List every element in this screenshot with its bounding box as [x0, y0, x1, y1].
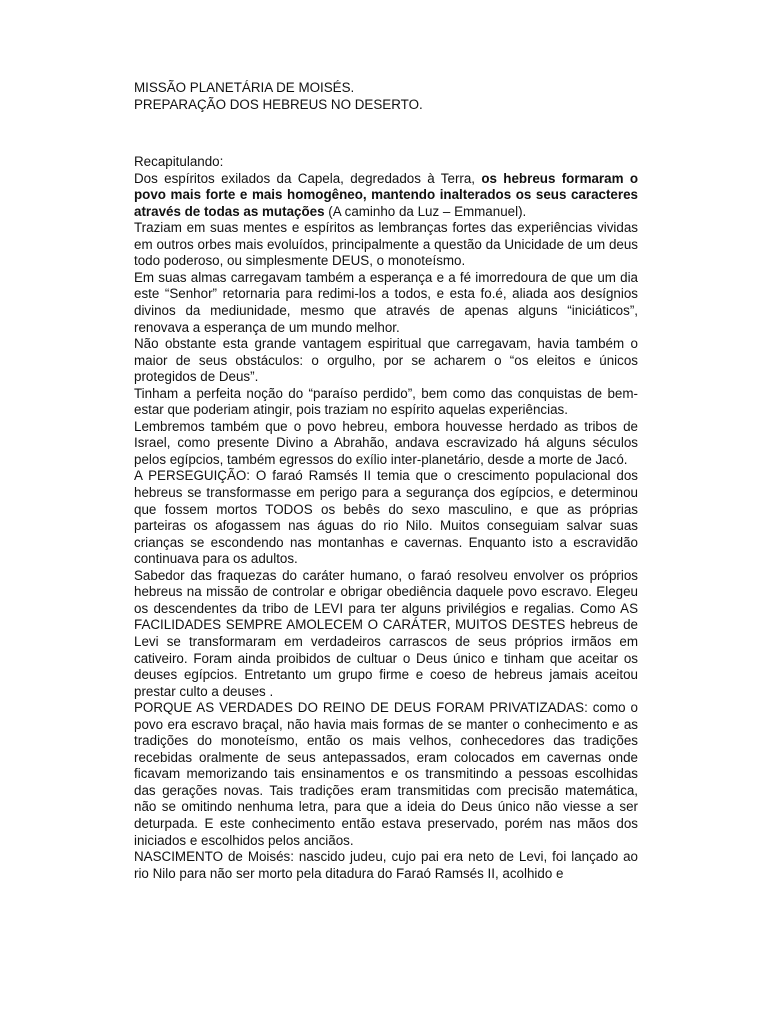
recap-label: Recapitulando:: [134, 154, 224, 170]
paragraph-slavery: Lembremos também que o povo hebreu, embora houvesse herdado as tribos de Israel, como presente Divino a Abrahão, andava escravizado há alguns séculos pelos egípcios, também egressos do exílio inter-planetário, desde a morte de Jacó.: [134, 418, 638, 467]
paragraph-lost-paradise: Tinham a perfeita noção do “paraíso perdido”, bem como das conquistas de bem-estar que poderiam atingir, pois traziam no espírito aquelas experiências.: [134, 385, 638, 418]
paragraph-birth-of-moses: NASCIMENTO de Moisés: nascido judeu, cujo pai era neto de Levi, foi lançado ao rio Nilo para não ser morto pela ditadura do Faraó Ramsés II, acolhido e: [134, 849, 638, 881]
paragraph-1-text-a: Dos espíritos exilados da Capela, degredados à Terra,: [134, 170, 482, 186]
paragraph-1-text-b: (A caminho da Luz – Emmanuel).: [324, 203, 527, 219]
paragraph-1-bold-text: os hebreus formaram o povo mais forte e mais homogêneo, mantendo inalterados os seus caracteres através de todas as mutações: [134, 170, 638, 219]
paragraph-persecution: A PERSEGUIÇÃO: O faraó Ramsés II temia que o crescimento populacional dos hebreus se transformasse em perigo para a segurança dos egípcios, e determinou que fossem mortos TODOS os bebês do sexo masculino, e que as próprias parteiras os afogassem nas águas do rio Nilo. Muitos conseguiam salvar suas crianças se escondendo nas montanhas e cavernas. Enquanto isto a escravidão continuava para os adultos.: [134, 468, 638, 567]
paragraph-exiled-spirits: [134, 171, 638, 221]
document-title-line-1: MISSÃO PLANETÁRIA DE MOISÉS.: [134, 80, 355, 95]
paragraph-hope: Em suas almas carregavam também a esperança e a fé imorredoura de que um dia este “Senhor” retornaria para redimi-los a todos, e esta fo.é, aliada aos desígnios divinos da mediunidade, mesmo que através de apenas alguns “iniciáticos”, renovava a esperança de um mundo melhor.: [134, 269, 638, 335]
paragraph-levi-tribe: Sabedor das fraquezas do caráter humano, o faraó resolveu envolver os próprios hebreus na missão de controlar e obrigar obediência daquele povo escravo. Elegeu os descendentes da tribo de LEVI para ter alguns privilégios e regalias. Como AS FACILIDADES SEMPRE AMOLECEM O CARÁTER, MUITOS DESTES hebreus de Levi se transformaram em verdadeiros carrascos de seus próprios irmãos em cativeiro. Foram ainda proibidos de cultuar o Deus único e tinham que aceitar os deuses egípcios. Entretanto um grupo firme e coeso de hebreus jamais aceitou prestar culto a deuses .: [134, 567, 638, 699]
paragraph-privatized-truths: PORQUE AS VERDADES DO REINO DE DEUS FORAM PRIVATIZADAS: como o povo era escravo braçal, não havia mais formas de se manter o conhecimento e as tradições do monoteísmo, então os mais velhos, conhecedores das tradições recebidas oralmente de seus antepassados, eram colocados em cavernas onde ficavam memorizando tais ensinamentos e os transmitindo a pessoas escolhidas das gerações novas. Tais tradições eram transmitidas com precisão matemática, não se omitindo nenhuma letra, para que a ideia do Deus único não viesse a ser deturpada. E este conhecimento então estava preservado, porém nas mãos dos iniciados e escolhidos pelos anciãos.: [134, 700, 638, 848]
paragraph-pride: Não obstante esta grande vantagem espiritual que carregavam, havia também o maior de seus obstáculos: o orgulho, por se acharem o “os eleitos e únicos protegidos de Deus”.: [134, 336, 638, 385]
title-spacer: [134, 113, 638, 154]
document-title-line-2: PREPARAÇÃO DOS HEBREUS NO DESERTO.: [134, 96, 423, 112]
document-page: [134, 80, 638, 882]
paragraph-memories: Traziam em suas mentes e espíritos as lembranças fortes das experiências vividas em outros orbes mais evoluídos, principalmente a questão da Unicidade de um deus todo poderoso, ou simplesmente DEUS, o monoteísmo.: [134, 220, 638, 269]
